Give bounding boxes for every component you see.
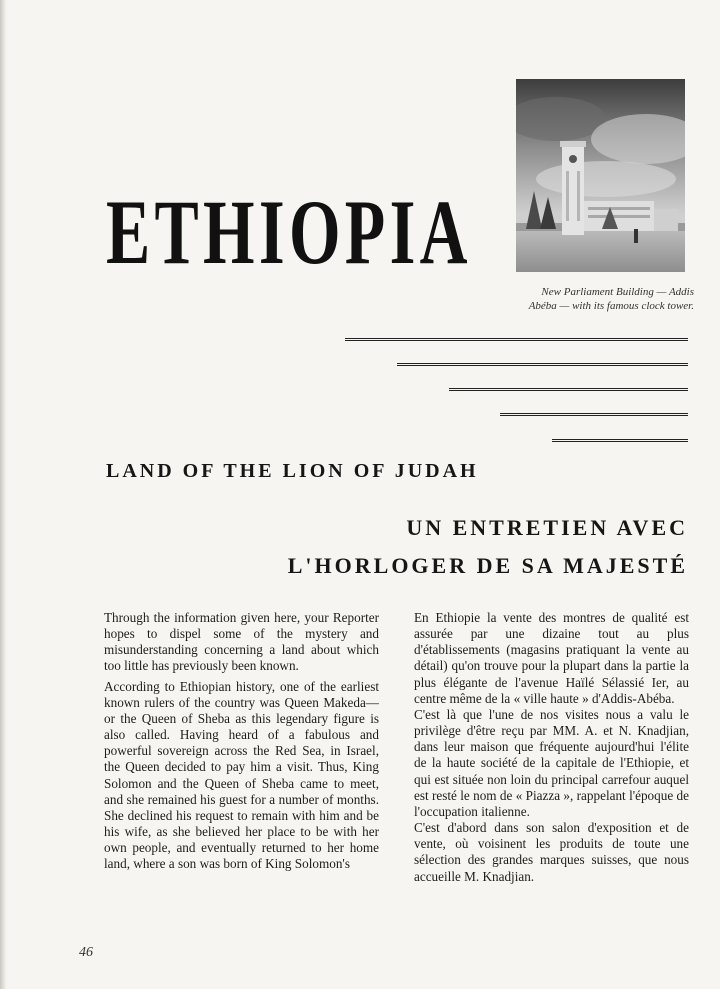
english-article-column xyxy=(104,610,379,873)
article-paragraph: C'est d'abord dans son salon d'exposition et de vente, où voisinent les produits de toute une sélection des grandes marques suisses, que nous accueille M. Knadjian. xyxy=(414,820,689,884)
decorative-rule xyxy=(449,388,688,391)
article-paragraph: According to Ethiopian history, one of the earliest known rulers of the country was Queen Makeda—or the Queen of Sheba as this legendary figure is also called. Having heard of a fabulous and powerful sovereign across the Red Sea, in Israel, the Queen decided to pay him a visit. Thus, King Solomon and the Queen of Sheba came to meet, and she remained his guest for a number of months. She declined his request to remain with him and be his wife, as she believed her place to be with her own people, and eventually returned to her home land, where a son was born of King Solomon's xyxy=(104,678,379,872)
french-heading-line2: L'HORLOGER DE SA MAJESTÉ xyxy=(287,553,688,578)
decorative-rule xyxy=(552,439,688,442)
article-paragraph: C'est là que l'une de nos visites nous a valu le privilège d'être reçu par MM. A. et N. Knadjian, dans leur maison que fréquente aujourd'hui l'élite de la haute société de la capitale de l'Ethiopie, et qui est située non loin du principal carrefour auquel est resté le nom de « Piazza », rappelant l'époque de l'occupation italienne. xyxy=(414,706,689,819)
page-spine-shadow xyxy=(0,0,7,989)
caption-line: New Parliament Building — Addis xyxy=(541,286,694,298)
french-article-column xyxy=(414,610,689,885)
page-number: 46 xyxy=(79,945,93,960)
decorative-rule xyxy=(397,363,688,366)
decorative-rule xyxy=(500,413,688,416)
article-paragraph: En Ethiopie la vente des montres de qualité est assurée par une dizaine tout au plus d'établissements (magasins pratiquant la vente au détail) qu'on trouve pour la plupart dans la partie la plus élégante de l'avenue Haïlé Sélassié Ier, au centre même de la « ville haute » d'Addis-Abéba. xyxy=(414,610,689,706)
decorative-rule xyxy=(345,338,688,341)
page-title: ETHIOPIA xyxy=(106,181,472,283)
french-heading-line1: UN ENTRETIEN AVEC xyxy=(406,515,688,540)
photo-caption xyxy=(508,285,694,313)
parliament-photo xyxy=(516,79,685,272)
caption-line: Abéba — with its famous clock tower. xyxy=(528,300,694,312)
english-heading: LAND OF THE LION OF JUDAH xyxy=(106,460,479,482)
article-paragraph: Through the information given here, your Reporter hopes to dispel some of the mystery and misunderstanding concerning a land about which too little has previously been known. xyxy=(104,610,379,674)
